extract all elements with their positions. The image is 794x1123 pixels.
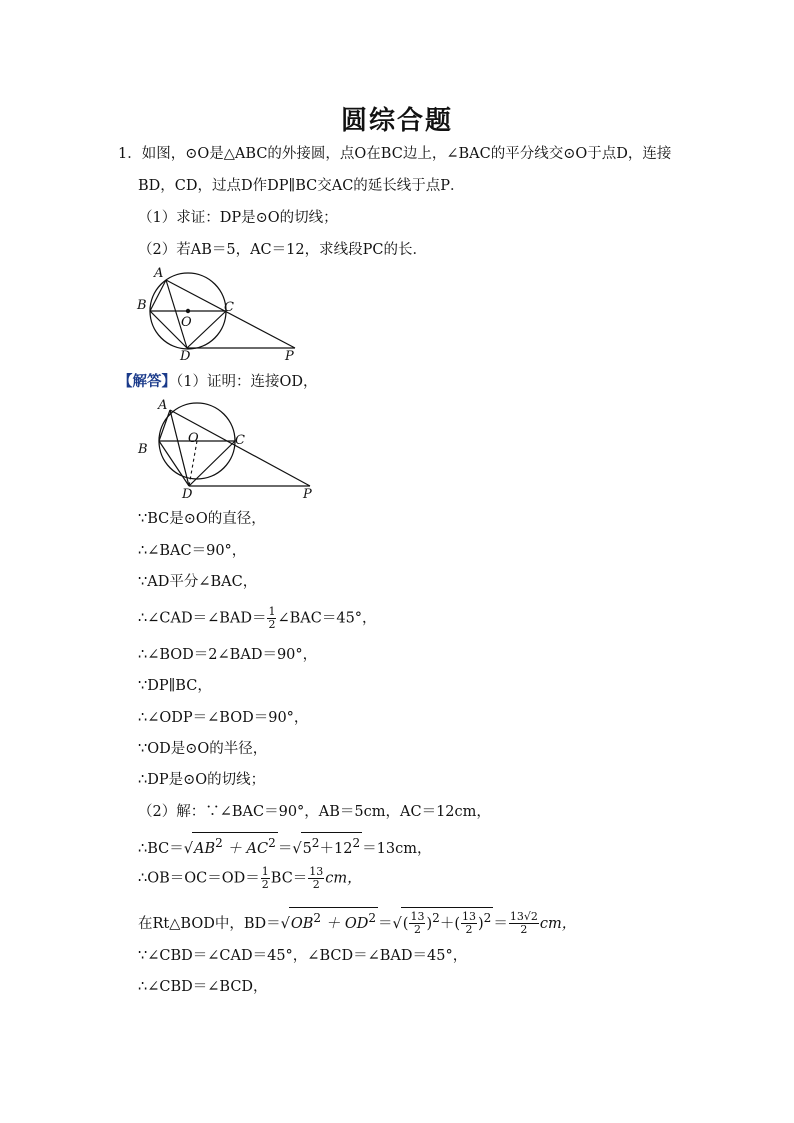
sqrt-ab-ac: $AB^2 + AC^2$ [192, 832, 278, 859]
label-p-2: P [303, 487, 312, 502]
label-c-2: C [235, 433, 245, 448]
step-ob-equation: ∴OB＝OC＝OD＝ $\frac{1}{2}$ BC＝ $\frac{13}{2}$ cm， [138, 865, 362, 891]
center-dot [186, 309, 190, 313]
fraction-half: $\frac{1}{2}$ [268, 605, 276, 631]
label-p: P [285, 349, 294, 364]
step-bc-equation: $\therefore BC=√AB^2 + AC^2 =√5^2+12^2 =13cm$， [138, 832, 431, 859]
step-rt-equation: 在Rt△BOD中，$BD=√OB^2 + OD^2$ ＝√( $\frac{13}{2}$ )$^2$＋( $\frac{13}{2}$ )$^2$ ＝ $\frac{13√2}{2}$ cm， [138, 907, 576, 936]
question-number: 1． [118, 146, 142, 162]
question-figure [135, 262, 310, 367]
sub-question-2: （2）若AB＝5，AC＝12，求线段PC的长． [138, 242, 427, 258]
segment-ab [150, 280, 166, 311]
step-cbd-equation: ∵∠CBD＝∠CAD＝45°，∠BCD＝∠BAD＝45°， [138, 948, 468, 964]
label-o-2: O [188, 431, 199, 446]
question-line-1: 1．如图，⊙O是△ABC的外接圆，点O在BC边上，∠BAC的平分线交⊙O于点D，连接 [118, 146, 672, 162]
label-d: D [180, 349, 191, 364]
step-6: ∴∠ODP＝∠BOD＝90°， [138, 710, 309, 726]
sqrt-ob-od: $OB^2 + OD^2$ [289, 907, 378, 934]
answer-tag: 【解答】 [118, 373, 176, 390]
segment-ab-2 [159, 410, 170, 441]
label-c: C [224, 300, 234, 315]
step-last: ∴∠CBD＝∠BCD， [138, 979, 268, 995]
step-9: （2）解：∵∠BAC＝90°，AB＝5cm，AC＝12cm， [138, 804, 491, 820]
answer-intro: 【解答】（1）证明：连接OD， [118, 373, 318, 390]
label-a: A [154, 266, 164, 281]
sqrt-half-sum: ( $\frac{13}{2}$ )$^2$＋( $\frac{13}{2}$ )$^2$ [401, 907, 494, 936]
sqrt-5-12: $5^2+12^2$ [301, 832, 363, 859]
step-7: ∵OD是⊙O的半径， [138, 741, 268, 757]
step-8: ∴DP是⊙O的切线； [138, 772, 266, 788]
step-2: ∴∠BAC＝90°， [138, 543, 247, 559]
question-line-2: BD，CD，过点D作DP∥BC交AC的延长线于点P． [138, 178, 465, 194]
fraction-13root2-2: $\frac{13√2}{2}$ [509, 910, 538, 937]
segment-bd-2 [159, 441, 189, 486]
page-title: 圆综合题 [340, 106, 453, 136]
fraction-13-2: $\frac{13}{2}$ [309, 865, 324, 891]
label-a-2: A [158, 398, 168, 413]
sub-question-1: （1）求证：DP是⊙O的切线； [138, 210, 338, 226]
segment-ap-2 [170, 410, 310, 486]
step-cad-equation: ∴∠CAD＝∠BAD＝ $\frac{1}{2}$ ∠BAC＝45°， [138, 605, 377, 631]
answer-figure [135, 394, 325, 504]
label-b: B [137, 298, 147, 313]
fraction-half-2: $\frac{1}{2}$ [261, 865, 269, 891]
step-3: ∵AD平分∠BAC， [138, 574, 258, 590]
label-d-2: D [182, 487, 193, 502]
step-4: ∴∠BOD＝2∠BAD＝90°， [138, 647, 318, 663]
step-5: ∵DP∥BC， [138, 678, 212, 694]
label-o: O [181, 315, 192, 330]
label-b-2: B [138, 442, 148, 457]
step-1: ∵BC是⊙O的直径， [138, 511, 266, 527]
segment-cd [187, 311, 226, 348]
